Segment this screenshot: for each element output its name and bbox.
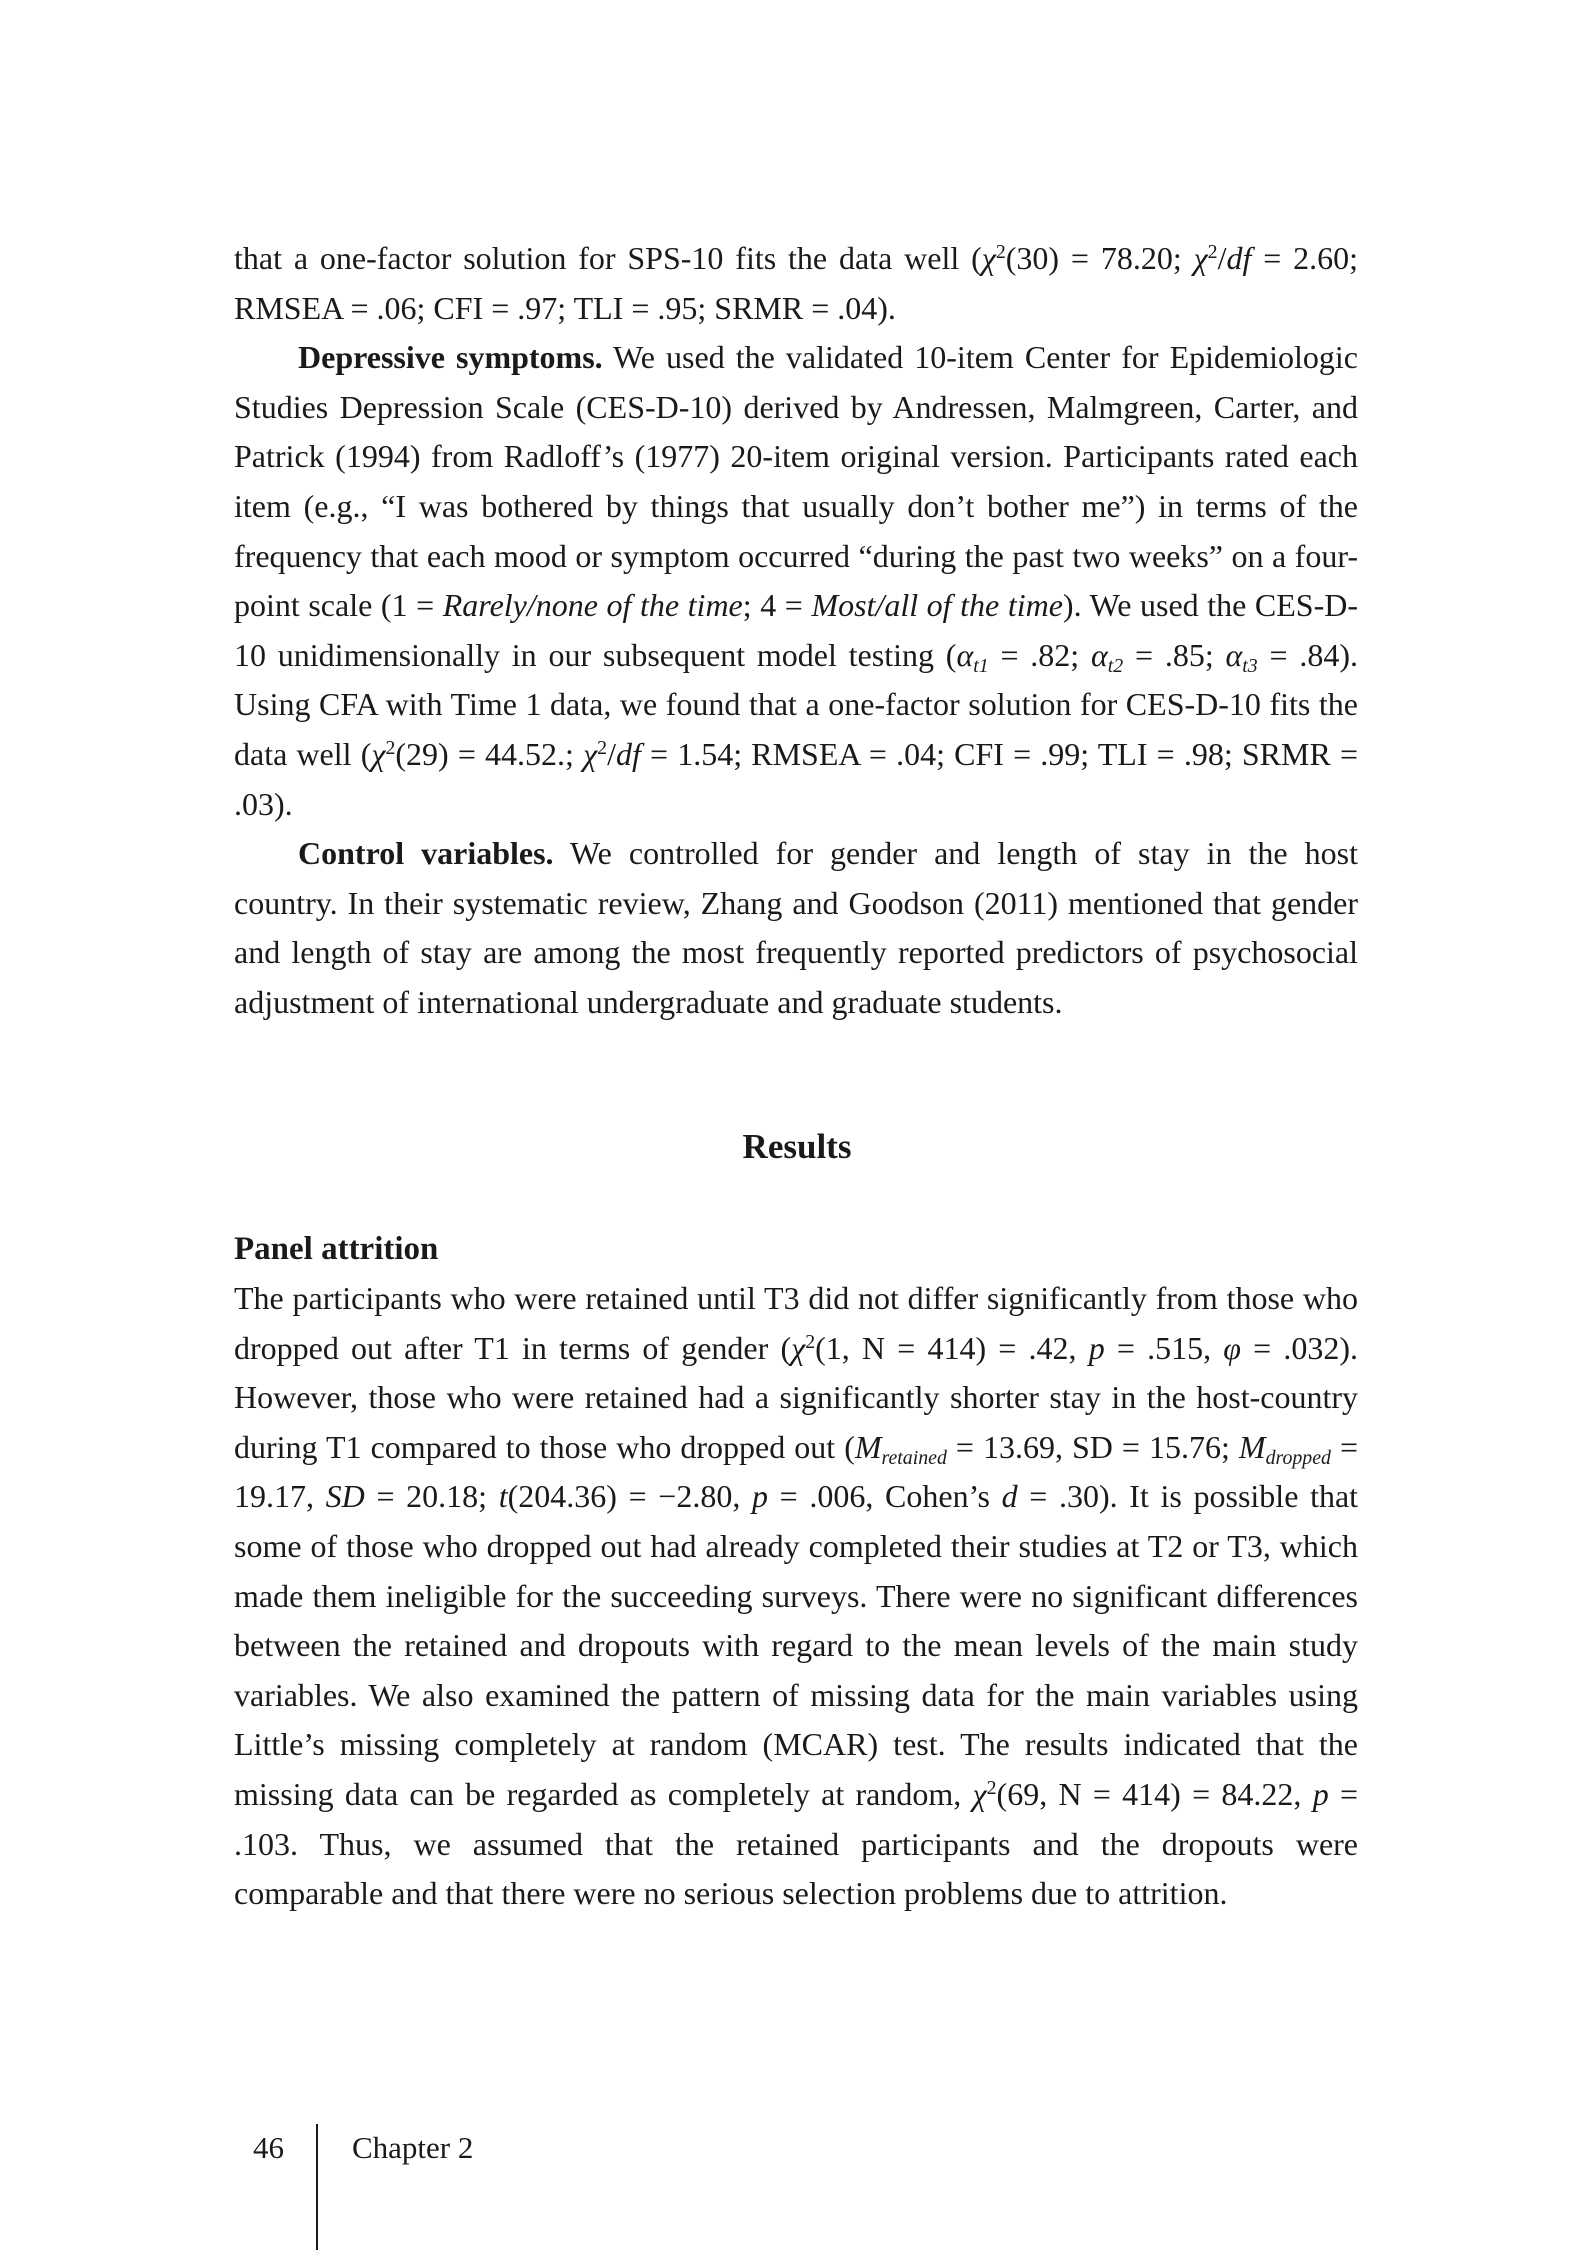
text-run: (30) = 78.20;: [1005, 240, 1194, 276]
t-symbol: t: [498, 1478, 508, 1515]
subheading-panel-attrition: Panel attrition: [234, 1231, 439, 1267]
p-symbol: p: [1312, 1775, 1329, 1812]
m-symbol: M: [1238, 1428, 1266, 1465]
superscript: 2: [986, 1777, 997, 1800]
superscript: 2: [1207, 241, 1218, 264]
text-run: = .515,: [1104, 1329, 1224, 1366]
italic-text: Most/all of the time: [811, 587, 1063, 624]
text-run: The participants who were retained until T3 did not differ significantly from those who dropped out after T1 in terms of gender (: [234, 1280, 1358, 1366]
page-number: 46: [253, 2130, 284, 2165]
text-run: = 20.18;: [364, 1478, 499, 1515]
text-run: /: [607, 735, 616, 772]
italic-text: Rarely/none of the time: [442, 587, 743, 624]
paragraph-sps-fit: [234, 234, 1358, 333]
text-run: We used the validated 10-item Center for Epidemiologic Studies Depression Scale (CES-D-10) derived by Andressen, Malmgreen, Carter, and Patrick (1994) from Radloff’s (1977) 20-item original version. Participants rated each item (e.g., “I was bothered by things that usually don’t bother me”) in terms of the frequency that each mood or symptom occurred “during the past two weeks” on a four-point scale (1 =: [234, 339, 1359, 624]
text-run: = .006, Cohen’s: [768, 1478, 1002, 1515]
alpha-symbol: α: [956, 636, 974, 673]
text-run: = .82;: [988, 636, 1091, 673]
text-run: (1, N = 414) = .42,: [815, 1329, 1089, 1366]
results-section: [234, 1224, 1358, 1919]
p-symbol: p: [752, 1478, 769, 1515]
text-run: /: [1217, 240, 1227, 276]
page-footer: [0, 2124, 1594, 2250]
footer-divider: [316, 2124, 318, 2250]
text-run: = 2.60; RMSEA = .06; CFI = .97; TLI = .95; SRMR = .04).: [234, 240, 1359, 326]
text-run: (69, N = 414) = 84.22,: [996, 1775, 1313, 1812]
text-run: = .103. Thus, we assumed that the retained participants and the dropouts were comparable and that there were no serious selection problems due to attrition.: [234, 1775, 1359, 1912]
superscript: 2: [597, 737, 608, 760]
subscript: t2: [1107, 654, 1124, 677]
subscript: t3: [1242, 654, 1258, 677]
subscript: dropped: [1265, 1446, 1331, 1469]
text-run: ; 4 =: [742, 587, 812, 624]
p-symbol: p: [1088, 1329, 1105, 1366]
text-run: = .84). Using CFA with Time 1 data, we found that a one-factor solution for CES-D-10 fits the data well (: [234, 636, 1359, 772]
paragraph-depressive-symptoms: [234, 333, 1358, 829]
subscript: retained: [881, 1446, 947, 1469]
text-run: = .032). However, those who were retained had a significantly shorter stay in the host-country during T1 compared to those who dropped out (: [234, 1329, 1359, 1465]
text-run: We controlled for gender and length of stay in the host country. In their systematic review, Zhang and Goodson (2011) mentioned that gender and length of stay are among the most frequently reported predictors of psychosocial adjustment of international undergraduate and graduate students.: [234, 835, 1359, 1020]
sd-symbol: SD: [325, 1478, 365, 1515]
text-run: = .85;: [1123, 636, 1226, 673]
run-in-heading: Depressive symptoms.: [298, 339, 603, 376]
body-text: [234, 234, 1358, 1028]
text-run: that a one-factor solution for SPS-10 fits the data well (: [234, 240, 982, 276]
alpha-symbol: α: [1225, 636, 1243, 673]
superscript: 2: [805, 1330, 816, 1353]
subscript: t1: [973, 654, 989, 677]
text-run: = 13.69, SD = 15.76;: [946, 1428, 1239, 1465]
text-run: = 1.54; RMSEA = .04; CFI = .99; TLI = .98; SRMR = .03).: [234, 735, 1359, 822]
text-run: (29) = 44.52.;: [395, 735, 584, 772]
chi-symbol: χ: [972, 1775, 987, 1812]
text-run: = .30). It is possible that some of those who dropped out had already completed their studies at T2 or T3, which made them ineligible for the succeeding surveys. There were no significant differences between the retained and dropouts with regard to the mean levels of the main study variables. We also examined the pattern of missing data for the main variables using Little’s missing completely at random (MCAR) test. The results indicated that the missing data can be regarded as completely at random,: [234, 1478, 1359, 1812]
m-symbol: M: [854, 1428, 882, 1465]
paragraph-panel-attrition: [234, 1274, 1358, 1919]
chapter-label: Chapter 2: [352, 2130, 474, 2165]
chi-symbol: χ: [1193, 240, 1208, 276]
run-in-heading: Control variables.: [298, 835, 554, 872]
results-heading: Results: [742, 1127, 852, 1166]
chi-symbol: χ: [583, 735, 598, 772]
chi-symbol: χ: [791, 1329, 806, 1366]
df-symbol: df: [1226, 240, 1252, 276]
phi-symbol: φ: [1223, 1329, 1241, 1366]
df-symbol: df: [615, 735, 641, 772]
text-run: (204.36) = −2.80,: [507, 1478, 753, 1515]
chi-symbol: χ: [371, 735, 386, 772]
text-run: ). We used the CES-D-10 unidimensionally in our subsequent model testing (: [234, 587, 1359, 673]
superscript: 2: [385, 737, 396, 760]
alpha-symbol: α: [1090, 636, 1108, 673]
d-symbol: d: [1001, 1478, 1018, 1515]
chi-symbol: χ: [981, 240, 996, 276]
superscript: 2: [995, 241, 1006, 264]
text-run: = 19.17,: [234, 1428, 1359, 1515]
paragraph-control-variables: [234, 829, 1358, 1027]
